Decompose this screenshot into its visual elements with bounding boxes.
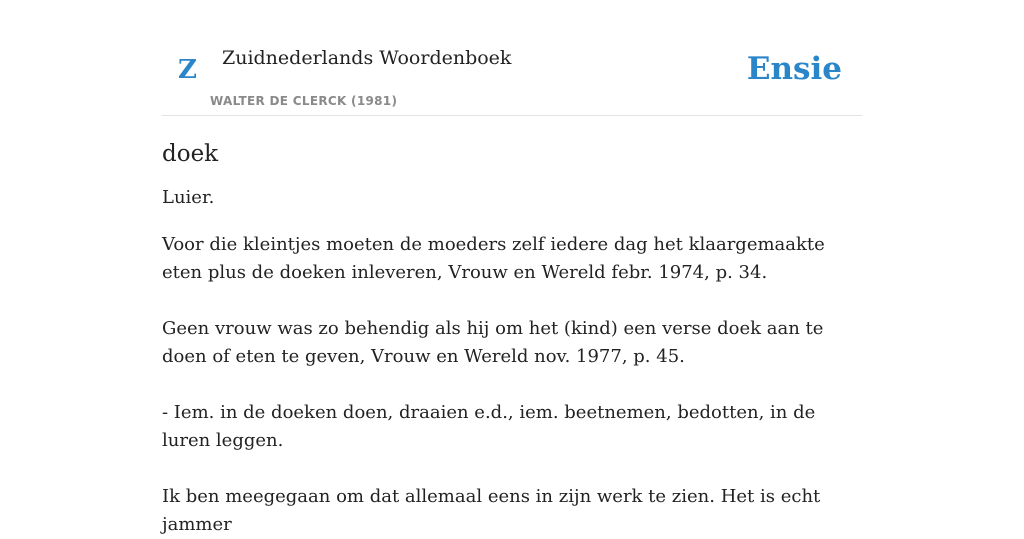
dictionary-header bbox=[162, 0, 862, 116]
page-container bbox=[162, 0, 862, 539]
entry-definition: Luier. bbox=[162, 187, 215, 208]
entry-headword: doek bbox=[162, 141, 219, 167]
entry-quote: Voor die kleintjes moeten de moeders zelf iedere dag het klaargemaakte eten plus de doeken inleveren, Vrouw en Wereld febr. 1974, p. 34. bbox=[162, 234, 825, 283]
dictionary-entry bbox=[162, 138, 862, 539]
dictionary-title[interactable]: Zuidnederlands Woordenboek bbox=[222, 47, 512, 69]
entry-quote: Geen vrouw was zo behendig als hij om het (kind) een verse doek aan te doen of eten te geven, Vrouw en Wereld nov. 1977, p. 45. bbox=[162, 318, 824, 367]
entry-quote: Ik ben meegegaan om dat allemaal eens in zijn werk te zien. Het is echt jammer bbox=[162, 486, 821, 535]
ensie-logo-link[interactable]: Ensie bbox=[746, 51, 842, 87]
dictionary-author: WALTER DE CLERCK (1981) bbox=[210, 94, 398, 108]
entry-expression: - Iem. in de doeken doen, draaien e.d., iem. beetnemen, bedotten, in de luren leggen. bbox=[162, 402, 816, 451]
dictionary-letter-icon: Z bbox=[178, 55, 197, 85]
